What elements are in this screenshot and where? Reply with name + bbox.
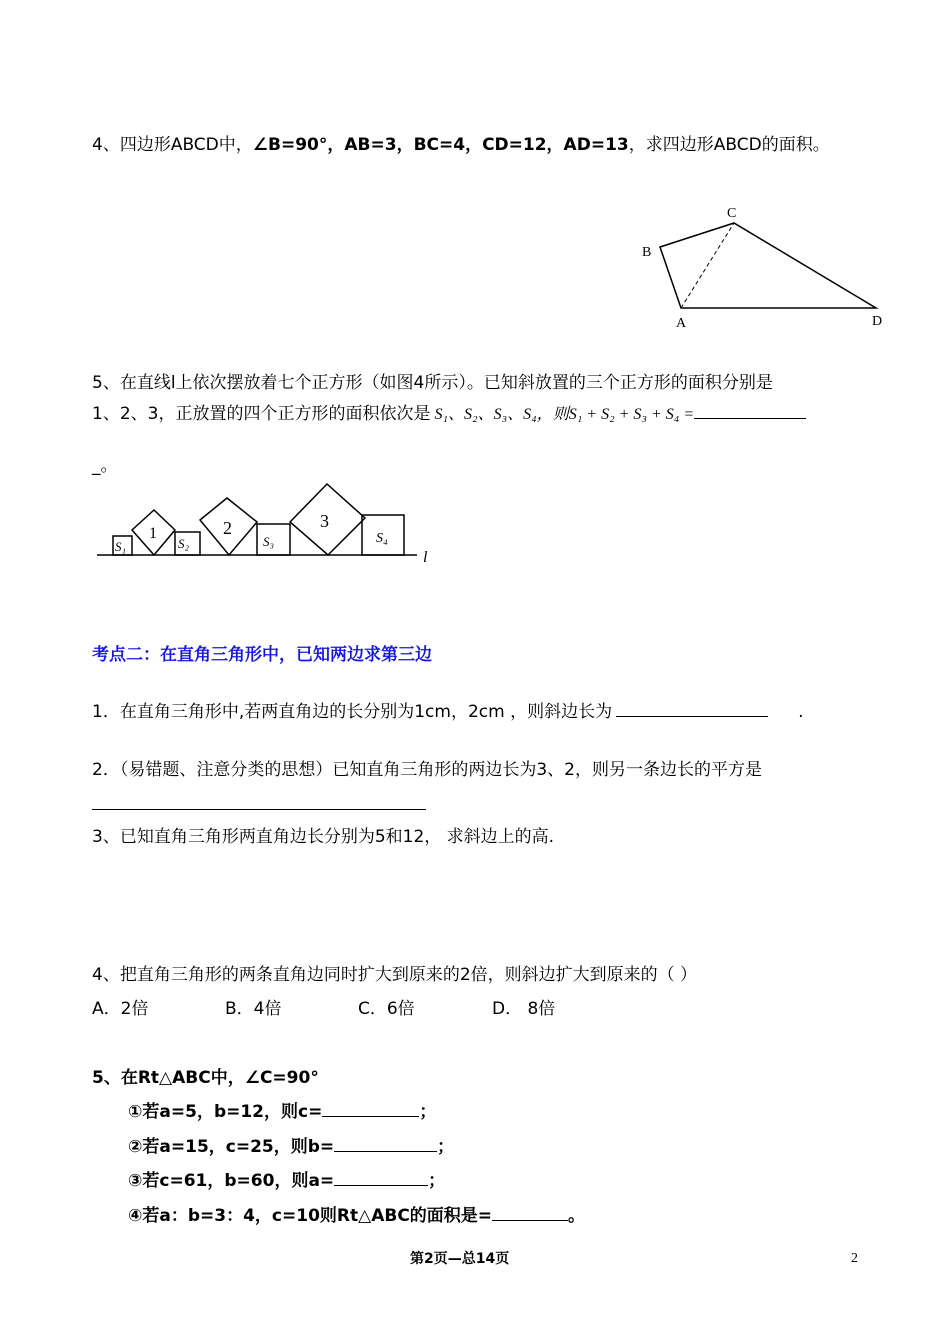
s2-q5-item3-semi: ； [428,1171,446,1191]
label-s2: S₂ [178,536,190,551]
q5-answer-blank [694,418,806,419]
s2-q3: 3、已知直角三角形两直角边长分别为5和12， 求斜边上的高. [92,827,555,847]
quadrilateral-figure [630,200,900,335]
q5-line1: 5、在直线l上依次摆放着七个正方形（如图4所示）。已知斜放置的三个正方形的面积分别是 [92,373,773,393]
s2-q5-item1-text: ①若a=5，b=12，则c= [128,1102,323,1122]
s2-q1-blank [616,716,768,717]
s2-q5-item4-period: 。 [568,1206,586,1226]
label-n2: 2 [223,518,232,538]
s2-q5-item4-text: ④若a：b=3：4，c=10则Rt△ABC的面积是= [128,1206,493,1226]
s2-q5-item2-blank [334,1151,437,1152]
s2-q5-item3-text: ③若c=61，b=60，则a= [128,1171,335,1191]
label-n1: 1 [149,525,157,542]
q4-text-b: ∠B=90°，AB=3，BC=4，CD=12，AD=13 [252,135,629,155]
s2-q5-item2-text: ②若a=15，c=25，则b= [128,1137,335,1157]
label-s3: S₃ [263,534,275,549]
q4-text-c: ，求四边形ABCD的面积。 [628,135,830,155]
s2-q5-item1 [128,1104,436,1121]
s2-q2-blank [92,809,426,810]
s2-q2: 2．（易错题、注意分类的思想）已知直角三角形的两边长为3、2，则另一条边长的平方是 [92,760,762,780]
q4-text-a: 4、四边形ABCD中， [92,135,253,155]
s2-q4-option-a: A．2倍 [92,999,149,1019]
s2-q5-item3-blank [334,1185,428,1186]
s2-q1-end: . [798,702,804,722]
s2-q4-option-c: C．6倍 [358,999,415,1019]
s2-q4: 4、把直角三角形的两条直角边同时扩大到原来的2倍，则斜边扩大到原来的（ ） [92,965,698,985]
label-n3: 3 [320,511,329,531]
label-B: B [642,245,652,260]
label-s1: S₁ [115,539,127,554]
q5-end: _。 [92,456,118,476]
s2-q5-item2 [128,1139,454,1156]
s2-q4-option-b: B．4倍 [225,999,282,1019]
q4-text [92,137,830,154]
s2-q5-item4 [128,1208,585,1225]
s2-q5-item1-blank [322,1116,419,1117]
section2-heading: 考点二：在直角三角形中，已知两边求第三边 [92,645,432,665]
s2-q1 [92,704,803,721]
q5-formula: S₁、S₂、S₃、S₄，则S₁ + S₂ + S₃ + S₄ = [434,406,695,423]
footer-page-info: 第2页—总14页 [410,1251,510,1267]
q5-line2-text: 1、2、3，正放置的四个正方形的面积依次是 [92,404,431,424]
label-l: l [423,549,428,566]
label-s4: S₄ [376,531,388,546]
s2-q5-item1-semi: ； [419,1102,437,1122]
footer-page-number: 2 [851,1251,858,1266]
q5-line2 [92,406,806,423]
squares-figure [95,480,445,570]
s2-q1-text: 1．在直角三角形中,若两直角边的长分别为1cm，2cm ，则斜边长为 [92,702,613,722]
s2-q5-item3 [128,1173,445,1190]
s2-q5-item2-semi: ； [437,1137,455,1157]
label-D: D [872,314,883,329]
s2-q5-item4-blank [492,1220,568,1221]
s2-q4-option-d: D． 8倍 [492,999,556,1019]
label-C: C [727,206,737,221]
s2-q5: 5、在Rt△ABC中，∠C=90° [92,1068,319,1088]
label-A: A [676,316,687,331]
